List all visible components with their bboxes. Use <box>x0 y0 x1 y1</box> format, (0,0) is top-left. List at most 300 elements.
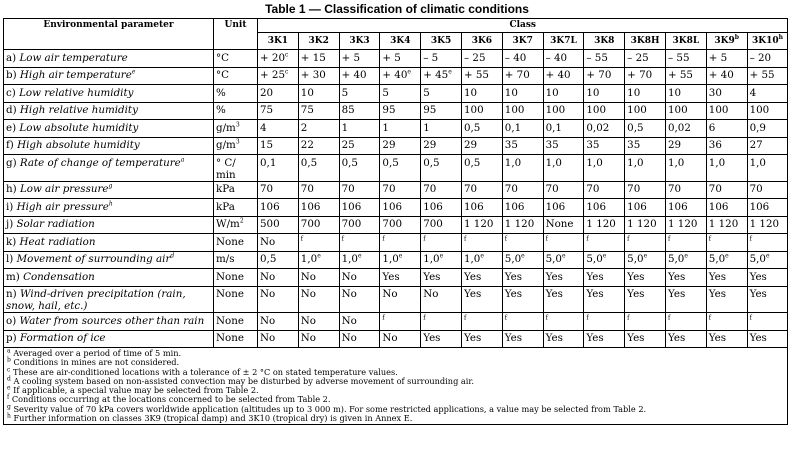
value-cell <box>543 286 584 313</box>
value-cell <box>461 181 502 199</box>
value-cell <box>747 181 788 199</box>
value-cell <box>502 85 543 103</box>
value-text: 29 <box>667 139 682 151</box>
value-cell <box>706 199 747 217</box>
value-text: Yes <box>504 270 523 283</box>
value-cell <box>665 102 706 120</box>
value-cell <box>339 216 380 234</box>
value-cell <box>298 234 339 252</box>
value-footnote-ref: f <box>504 235 508 243</box>
class-header-3k1 <box>258 33 299 50</box>
value-cell <box>461 313 502 331</box>
value-cell <box>747 199 788 217</box>
value-cell <box>747 234 788 252</box>
value-text: 1,0 <box>627 156 644 169</box>
table-row <box>4 199 788 217</box>
value-cell <box>298 137 339 155</box>
unit-exponent: 3 <box>235 138 240 146</box>
row-label: o) <box>6 314 17 327</box>
value-cell <box>298 199 339 217</box>
value-cell <box>380 216 421 234</box>
table-row <box>4 251 788 269</box>
unit-cell <box>214 120 258 138</box>
value-cell <box>584 120 625 138</box>
unit-cell <box>214 286 258 313</box>
value-text: 1,0 <box>586 156 603 169</box>
value-text: No <box>300 332 317 344</box>
value-cell <box>258 120 299 138</box>
value-cell <box>706 102 747 120</box>
value-cell <box>258 330 299 348</box>
value-text: + 70 <box>504 69 530 81</box>
value-cell <box>665 137 706 155</box>
value-text: + 40 <box>341 69 367 81</box>
value-text: – 25 <box>463 51 486 64</box>
value-cell <box>339 251 380 269</box>
value-cell <box>421 269 462 287</box>
value-cell <box>747 120 788 138</box>
value-cell <box>421 155 462 182</box>
value-text: No <box>300 288 317 300</box>
footnote-text: Severity value of 70 kPa covers worldwide application (altitudes up to 3 000 m). For some restricted applications, a value may be selected from Table 2. <box>13 403 647 414</box>
value-cell <box>339 286 380 313</box>
value-cell <box>502 199 543 217</box>
parameter-cell <box>4 181 214 199</box>
value-text: 0,02 <box>667 121 691 134</box>
value-footnote-ref: e <box>317 252 321 260</box>
value-text: 700 <box>423 218 443 230</box>
value-text: Yes <box>545 332 563 344</box>
value-text: – 20 <box>749 51 772 64</box>
value-text: 1,0 <box>300 253 318 265</box>
value-text: No <box>382 288 398 300</box>
parameter-cell <box>4 286 214 313</box>
table-row <box>4 155 788 182</box>
value-text: Yes <box>749 270 767 283</box>
footnote-text: If applicable, a special value may be selected from Table 2. <box>13 385 259 396</box>
value-cell <box>298 120 339 138</box>
parameter-cell <box>4 313 214 331</box>
value-text: 5,0 <box>749 253 766 265</box>
value-text: 4 <box>260 121 267 134</box>
value-footnote-ref: f <box>586 314 589 322</box>
value-cell <box>543 313 584 331</box>
value-cell <box>339 120 380 138</box>
unit-text: °C <box>216 69 230 81</box>
class-name: 3K7 <box>512 36 533 46</box>
value-cell <box>502 50 543 68</box>
value-text: + 5 <box>382 51 401 64</box>
value-text: Yes <box>463 332 482 344</box>
value-text: 1,0 <box>423 253 440 265</box>
value-cell <box>625 234 666 252</box>
value-text: – 25 <box>627 51 649 64</box>
class-header-3k5 <box>421 33 462 50</box>
class-name: 3K8 <box>594 36 615 46</box>
value-footnote-ref: f <box>545 235 548 243</box>
footnote-text: Conditions in mines are not considered. <box>13 357 180 368</box>
parameter-name: Low relative humidity <box>19 86 134 99</box>
unit-cell <box>214 155 258 182</box>
unit-cell <box>214 67 258 85</box>
value-cell <box>706 269 747 287</box>
parameter-name: Condensation <box>23 270 95 283</box>
parameter-footnote-ref: a <box>180 156 185 164</box>
value-cell <box>502 137 543 155</box>
value-cell <box>584 269 625 287</box>
value-cell <box>502 67 543 85</box>
unit-text: None <box>216 332 244 344</box>
value-text: No <box>341 270 357 283</box>
value-cell <box>543 216 584 234</box>
value-cell <box>584 313 625 331</box>
value-text: Yes <box>423 332 441 344</box>
value-text: Yes <box>586 332 604 344</box>
value-text: 0,9 <box>749 121 766 134</box>
unit-cell <box>214 199 258 217</box>
value-cell <box>584 234 625 252</box>
value-cell <box>502 313 543 331</box>
value-text: No <box>260 235 276 248</box>
value-cell <box>625 286 666 313</box>
value-text: 100 <box>749 104 770 116</box>
value-cell <box>747 286 788 313</box>
value-cell <box>584 216 625 234</box>
value-cell <box>421 120 462 138</box>
value-cell <box>625 102 666 120</box>
value-text: No <box>260 270 276 283</box>
value-text: + 55 <box>667 69 693 81</box>
value-text: 36 <box>708 139 722 151</box>
value-cell <box>584 85 625 103</box>
unit-text: None <box>216 288 244 300</box>
parameter-cell <box>4 50 214 68</box>
value-text: Yes <box>667 270 686 283</box>
unit-text: °C <box>216 51 230 64</box>
row-label: i) <box>6 200 14 213</box>
value-text: 10 <box>667 86 682 99</box>
value-cell <box>665 234 706 252</box>
row-label: c) <box>6 86 16 99</box>
value-cell <box>380 234 421 252</box>
value-text: 5,0 <box>586 253 603 265</box>
table-row <box>4 234 788 252</box>
value-text: 20 <box>260 86 274 99</box>
value-cell <box>665 181 706 199</box>
value-text: + 5 <box>708 51 728 64</box>
value-text: 35 <box>545 139 559 151</box>
parameter-name: Low air temperature <box>19 51 128 64</box>
value-text: 29 <box>463 139 478 151</box>
value-text: 70 <box>260 183 274 195</box>
value-text: 10 <box>545 86 559 99</box>
value-cell <box>747 67 788 85</box>
value-footnote-ref: f <box>749 314 752 322</box>
value-text: 100 <box>586 104 607 116</box>
unit-cell <box>214 137 258 155</box>
value-text: Yes <box>667 332 686 344</box>
value-text: – 55 <box>586 51 608 64</box>
value-cell <box>625 251 666 269</box>
value-cell <box>747 216 788 234</box>
value-text: 15 <box>260 139 274 151</box>
value-text: 0,5 <box>423 156 440 169</box>
value-cell <box>502 216 543 234</box>
parameter-cell <box>4 85 214 103</box>
value-cell <box>461 251 502 269</box>
value-cell <box>298 216 339 234</box>
value-text: Yes <box>708 332 727 344</box>
value-text: Yes <box>504 332 523 344</box>
class-name: 3K1 <box>267 36 289 46</box>
class-header-3k6 <box>461 33 502 50</box>
value-cell <box>461 67 502 85</box>
unit-cell <box>214 102 258 120</box>
value-text: 5,0 <box>504 253 522 265</box>
value-text: 106 <box>667 200 688 213</box>
value-text: 700 <box>300 218 321 230</box>
unit-text: kPa <box>216 200 235 213</box>
value-text: 0,1 <box>545 121 562 134</box>
value-text: 95 <box>423 104 437 116</box>
unit-cell <box>214 251 258 269</box>
value-text: 1 120 <box>586 218 616 230</box>
value-cell <box>543 85 584 103</box>
value-cell <box>258 199 299 217</box>
table-row <box>4 50 788 68</box>
value-cell <box>339 102 380 120</box>
value-cell <box>543 234 584 252</box>
value-footnote-ref: e <box>398 252 403 260</box>
value-cell <box>339 234 380 252</box>
value-text: 500 <box>260 218 280 230</box>
value-cell <box>543 269 584 287</box>
header-parameter: Environmental parameter <box>4 19 214 50</box>
value-text: No <box>341 332 357 344</box>
value-text: 0,02 <box>586 121 610 134</box>
value-text: Yes <box>545 270 563 283</box>
class-header-3k3 <box>339 33 380 50</box>
value-text: 10 <box>463 86 478 99</box>
value-cell <box>421 251 462 269</box>
row-label: l) <box>6 253 14 265</box>
value-cell <box>665 50 706 68</box>
value-text: – 40 <box>504 51 527 64</box>
value-text: 27 <box>749 139 763 151</box>
value-cell <box>421 85 462 103</box>
value-cell <box>747 85 788 103</box>
value-cell <box>502 251 543 269</box>
value-cell <box>584 155 625 182</box>
value-text: Yes <box>749 288 767 300</box>
value-text: No <box>382 332 398 344</box>
value-cell <box>747 251 788 269</box>
value-cell <box>461 120 502 138</box>
value-cell <box>706 85 747 103</box>
class-name: 3K2 <box>308 36 329 46</box>
row-label: d) <box>6 104 17 116</box>
value-text: 100 <box>504 104 525 116</box>
table-title: Table 1 — Classification of climatic conditions <box>265 2 529 16</box>
value-cell <box>380 50 421 68</box>
value-cell <box>461 216 502 234</box>
unit-cell <box>214 269 258 287</box>
value-text: 70 <box>382 183 396 195</box>
value-text: 100 <box>545 104 566 116</box>
value-text: + 5 <box>341 51 361 64</box>
value-cell <box>339 67 380 85</box>
table-row <box>4 216 788 234</box>
unit-cell <box>214 330 258 348</box>
value-cell <box>502 155 543 182</box>
footnote-marker: c <box>7 365 11 373</box>
footnote-marker: f <box>7 393 10 401</box>
value-cell <box>258 286 299 313</box>
value-cell <box>380 269 421 287</box>
value-text: 0,5 <box>382 156 399 169</box>
value-footnote-ref: e <box>448 68 452 76</box>
unit-text: W/m <box>216 218 240 230</box>
value-footnote-ref: f <box>545 314 548 322</box>
value-footnote-ref: e <box>439 252 444 260</box>
value-cell <box>584 137 625 155</box>
value-cell <box>625 120 666 138</box>
class-header-3k2 <box>298 33 339 50</box>
value-cell <box>502 120 543 138</box>
value-text: + 30 <box>300 69 326 81</box>
value-cell <box>584 102 625 120</box>
value-footnote-ref: e <box>765 252 770 260</box>
climatic-conditions-table <box>3 18 788 425</box>
parameter-cell <box>4 234 214 252</box>
class-name: 3K3 <box>349 36 370 46</box>
value-cell <box>543 137 584 155</box>
value-text: 70 <box>627 183 641 195</box>
parameter-cell <box>4 216 214 234</box>
value-cell <box>706 155 747 182</box>
unit-exponent: 2 <box>239 217 244 225</box>
value-cell <box>665 85 706 103</box>
parameter-name: Low air pressure <box>19 183 109 195</box>
unit-text: None <box>216 314 244 327</box>
value-text: – 55 <box>667 51 690 64</box>
value-cell <box>461 199 502 217</box>
value-cell <box>339 269 380 287</box>
value-text: 5,0 <box>708 253 726 265</box>
value-text: – 5 <box>423 51 439 64</box>
value-text: 25 <box>341 139 355 151</box>
parameter-name: Solar radiation <box>16 218 95 230</box>
value-cell <box>543 67 584 85</box>
value-cell <box>543 50 584 68</box>
value-footnote-ref: f <box>708 314 711 322</box>
value-text: Yes <box>586 270 604 283</box>
value-text: 700 <box>382 218 403 230</box>
unit-cell <box>214 234 258 252</box>
value-cell <box>339 155 380 182</box>
value-cell <box>461 50 502 68</box>
value-text: No <box>300 314 317 327</box>
footnote-marker: d <box>7 375 11 383</box>
parameter-name: Wind-driven precipitation (rain, snow, hail, etc.) <box>6 288 186 312</box>
row-label: h) <box>6 183 17 195</box>
value-cell <box>665 330 706 348</box>
value-cell <box>706 137 747 155</box>
value-cell <box>625 269 666 287</box>
table-row <box>4 120 788 138</box>
footnote-text: A cooling system based on non-assisted convection may be disturbed by adverse movement of surrounding air. <box>13 375 475 386</box>
value-cell <box>543 199 584 217</box>
value-cell <box>543 120 584 138</box>
parameter-cell <box>4 199 214 217</box>
footnote-marker: e <box>7 384 11 392</box>
value-text: 5 <box>423 86 430 99</box>
value-cell <box>461 85 502 103</box>
value-cell <box>625 137 666 155</box>
value-cell <box>258 50 299 68</box>
class-header-3k4 <box>380 33 421 50</box>
parameter-cell <box>4 102 214 120</box>
value-cell <box>421 102 462 120</box>
value-cell <box>665 67 706 85</box>
value-cell <box>625 216 666 234</box>
value-cell <box>258 67 299 85</box>
value-text: 10 <box>627 86 641 99</box>
value-text: Yes <box>749 332 767 344</box>
value-text: 70 <box>423 183 437 195</box>
value-cell <box>380 85 421 103</box>
class-name: 3K4 <box>390 36 411 46</box>
row-label: g) <box>6 156 17 169</box>
value-cell <box>461 102 502 120</box>
value-cell <box>543 330 584 348</box>
value-footnote-ref: e <box>684 252 688 260</box>
value-cell <box>258 234 299 252</box>
parameter-name: High relative humidity <box>19 104 138 116</box>
value-text: 1,0 <box>341 253 358 265</box>
row-label: e) <box>6 121 17 134</box>
value-text: 106 <box>300 200 321 213</box>
value-text: Yes <box>545 288 563 300</box>
value-cell <box>298 102 339 120</box>
parameter-name: Heat radiation <box>19 235 96 248</box>
value-cell <box>665 120 706 138</box>
value-text: Yes <box>463 270 482 283</box>
value-footnote-ref: f <box>708 235 711 243</box>
value-text: 2 <box>300 121 308 134</box>
value-text: 1 120 <box>504 218 535 230</box>
unit-text: None <box>216 270 244 283</box>
value-cell <box>380 330 421 348</box>
value-text: 35 <box>627 139 641 151</box>
value-text: No <box>260 314 276 327</box>
parameter-cell <box>4 155 214 182</box>
value-text: Yes <box>627 332 645 344</box>
value-text: 95 <box>382 104 396 116</box>
row-label: k) <box>6 235 17 248</box>
value-text: 100 <box>627 104 647 116</box>
value-cell <box>421 50 462 68</box>
row-label: f) <box>6 139 14 151</box>
value-cell <box>298 269 339 287</box>
value-cell <box>421 199 462 217</box>
value-cell <box>461 155 502 182</box>
value-text: 106 <box>545 200 566 213</box>
unit-cell <box>214 313 258 331</box>
value-text: 0,1 <box>260 156 277 169</box>
row-label: a) <box>6 51 17 64</box>
value-cell <box>380 313 421 331</box>
